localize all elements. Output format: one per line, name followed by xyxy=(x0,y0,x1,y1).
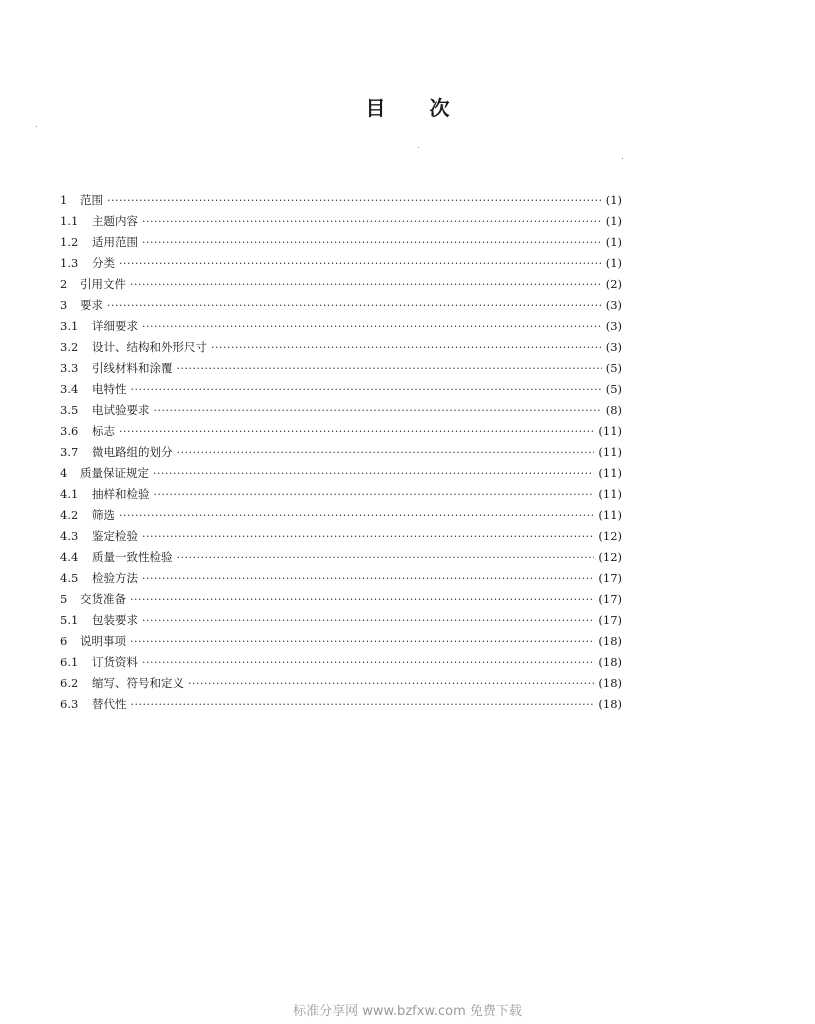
toc-entry xyxy=(60,673,622,694)
toc-entry-number: 5.1 xyxy=(60,613,79,627)
toc-leader-dots xyxy=(142,526,594,547)
toc-entry-number: 4.1 xyxy=(60,487,79,501)
toc-entry-page: (17) xyxy=(598,592,622,606)
toc-leader-dots xyxy=(119,253,602,274)
toc-entry-number: 3.4 xyxy=(60,382,79,396)
toc-entry-page: (17) xyxy=(598,571,622,585)
toc-entry-label: 设计、结构和外形尺寸 xyxy=(92,340,207,354)
toc-entry-page: (1) xyxy=(605,256,622,270)
toc-entry-page: (18) xyxy=(598,655,622,669)
watermark-footer: 标准分享网 www.bzfxw.com 免费下载 xyxy=(293,1004,522,1019)
scan-speck xyxy=(622,158,623,159)
toc-entry-label: 电特性 xyxy=(92,382,127,396)
toc-entry-number: 1.2 xyxy=(60,235,79,249)
toc-entry-page: (12) xyxy=(598,550,622,564)
toc-entry xyxy=(60,358,622,379)
title-char-2: 次 xyxy=(429,96,450,120)
toc-entry-label: 主题内容 xyxy=(92,214,138,228)
toc-entry xyxy=(60,442,622,463)
toc-entry xyxy=(60,652,622,673)
toc-entry-label: 质量一致性检验 xyxy=(92,550,173,564)
toc-leader-dots xyxy=(130,589,594,610)
toc-entry-label: 交货准备 xyxy=(80,592,126,606)
toc-entry-number: 6.3 xyxy=(60,697,79,711)
toc-leader-dots xyxy=(154,400,602,421)
toc-entry-number: 4.4 xyxy=(60,550,79,564)
toc-entry-page: (11) xyxy=(598,445,622,459)
toc-entry xyxy=(60,694,622,715)
toc-leader-dots xyxy=(131,379,602,400)
toc-entry-label: 引线材料和涂覆 xyxy=(92,361,173,375)
toc-entry-label: 替代性 xyxy=(92,697,127,711)
toc-leader-dots xyxy=(154,484,595,505)
title-char-1: 目 xyxy=(365,96,386,120)
toc-entry-page: (17) xyxy=(598,613,622,627)
toc-leader-dots xyxy=(188,673,594,694)
toc-leader-dots xyxy=(107,190,602,211)
scan-speck xyxy=(36,126,37,127)
toc-leader-dots xyxy=(142,568,594,589)
toc-leader-dots xyxy=(131,694,595,715)
toc-entry-number: 5 xyxy=(60,592,68,606)
toc-entry-label: 详细要求 xyxy=(92,319,138,333)
toc-leader-dots xyxy=(142,316,602,337)
toc-leader-dots xyxy=(130,274,602,295)
toc-entry xyxy=(60,547,622,568)
toc-entry-number: 3.7 xyxy=(60,445,79,459)
toc-entry xyxy=(60,484,622,505)
toc-entry-label: 适用范围 xyxy=(92,235,138,249)
toc-leader-dots xyxy=(142,652,594,673)
toc-entry-label: 缩写、符号和定义 xyxy=(92,676,184,690)
toc-entry-label: 检验方法 xyxy=(92,571,138,585)
toc-entry-page: (3) xyxy=(605,319,622,333)
toc-entry xyxy=(60,568,622,589)
toc-entry-page: (12) xyxy=(598,529,622,543)
toc-entry-number: 4.2 xyxy=(60,508,79,522)
toc-leader-dots xyxy=(142,232,602,253)
toc-entry-page: (11) xyxy=(598,466,622,480)
toc-entry-label: 抽样和检验 xyxy=(92,487,150,501)
toc-entry-page: (5) xyxy=(605,382,622,396)
toc-entry xyxy=(60,337,622,358)
toc-entry xyxy=(60,400,622,421)
toc-entry xyxy=(60,421,622,442)
toc-entry-page: (5) xyxy=(605,361,622,375)
toc-entry-page: (18) xyxy=(598,634,622,648)
toc-entry-page: (3) xyxy=(605,298,622,312)
toc-leader-dots xyxy=(142,211,602,232)
toc-entry-number: 3.2 xyxy=(60,340,79,354)
toc-entry xyxy=(60,190,622,211)
toc-entry-number: 6.1 xyxy=(60,655,79,669)
toc-entry xyxy=(60,253,622,274)
toc-entry xyxy=(60,379,622,400)
toc-entry-page: (8) xyxy=(605,403,622,417)
toc-entry-page: (1) xyxy=(605,193,622,207)
toc-entry-page: (18) xyxy=(598,676,622,690)
toc-leader-dots xyxy=(130,631,594,652)
toc-entry-page: (18) xyxy=(598,697,622,711)
toc-entry-page: (2) xyxy=(605,277,622,291)
toc-entry-label: 包装要求 xyxy=(92,613,138,627)
toc-entry xyxy=(60,316,622,337)
toc-entry-number: 6.2 xyxy=(60,676,79,690)
toc-entry xyxy=(60,463,622,484)
toc-entry xyxy=(60,295,622,316)
toc-entry-number: 2 xyxy=(60,277,68,291)
toc-entry-label: 质量保证规定 xyxy=(80,466,149,480)
toc-entry-page: (1) xyxy=(605,235,622,249)
toc-entry xyxy=(60,211,622,232)
toc-entry xyxy=(60,589,622,610)
toc-entry-label: 范围 xyxy=(80,193,103,207)
scan-speck xyxy=(418,147,419,148)
toc-entry-label: 微电路组的划分 xyxy=(92,445,173,459)
toc-entry-page: (11) xyxy=(598,424,622,438)
toc-entry xyxy=(60,526,622,547)
toc-leader-dots xyxy=(119,421,594,442)
toc-entry-label: 标志 xyxy=(92,424,115,438)
toc-entry-number: 1 xyxy=(60,193,68,207)
toc-entry xyxy=(60,610,622,631)
toc-entry-number: 3.5 xyxy=(60,403,79,417)
toc-entry xyxy=(60,274,622,295)
toc-entry xyxy=(60,631,622,652)
toc-leader-dots xyxy=(153,463,594,484)
toc-entry-number: 6 xyxy=(60,634,68,648)
toc-entry-number: 3.1 xyxy=(60,319,79,333)
toc-leader-dots xyxy=(142,610,594,631)
toc-entry-number: 3.6 xyxy=(60,424,79,438)
toc-entry-page: (11) xyxy=(598,508,622,522)
toc-entry-label: 分类 xyxy=(92,256,115,270)
toc-entry-label: 电试验要求 xyxy=(92,403,150,417)
toc-entry-label: 筛选 xyxy=(92,508,115,522)
toc-entry xyxy=(60,505,622,526)
toc-leader-dots xyxy=(107,295,602,316)
toc-entry-number: 4 xyxy=(60,466,68,480)
table-of-contents xyxy=(60,190,622,715)
toc-entry-page: (3) xyxy=(605,340,622,354)
toc-leader-dots xyxy=(177,442,595,463)
toc-entry-number: 1.3 xyxy=(60,256,79,270)
toc-leader-dots xyxy=(119,505,594,526)
toc-entry-label: 说明事项 xyxy=(80,634,126,648)
toc-entry-label: 要求 xyxy=(80,298,103,312)
toc-entry-page: (11) xyxy=(598,487,622,501)
toc-entry-number: 4.3 xyxy=(60,529,79,543)
page-title xyxy=(0,92,815,121)
toc-leader-dots xyxy=(211,337,602,358)
toc-leader-dots xyxy=(177,547,595,568)
toc-entry-label: 鉴定检验 xyxy=(92,529,138,543)
toc-entry-page: (1) xyxy=(605,214,622,228)
toc-entry-label: 订货资料 xyxy=(92,655,138,669)
toc-entry-label: 引用文件 xyxy=(80,277,126,291)
toc-entry-number: 4.5 xyxy=(60,571,79,585)
toc-leader-dots xyxy=(177,358,602,379)
toc-entry xyxy=(60,232,622,253)
toc-entry-number: 3 xyxy=(60,298,68,312)
toc-entry-number: 3.3 xyxy=(60,361,79,375)
toc-entry-number: 1.1 xyxy=(60,214,79,228)
